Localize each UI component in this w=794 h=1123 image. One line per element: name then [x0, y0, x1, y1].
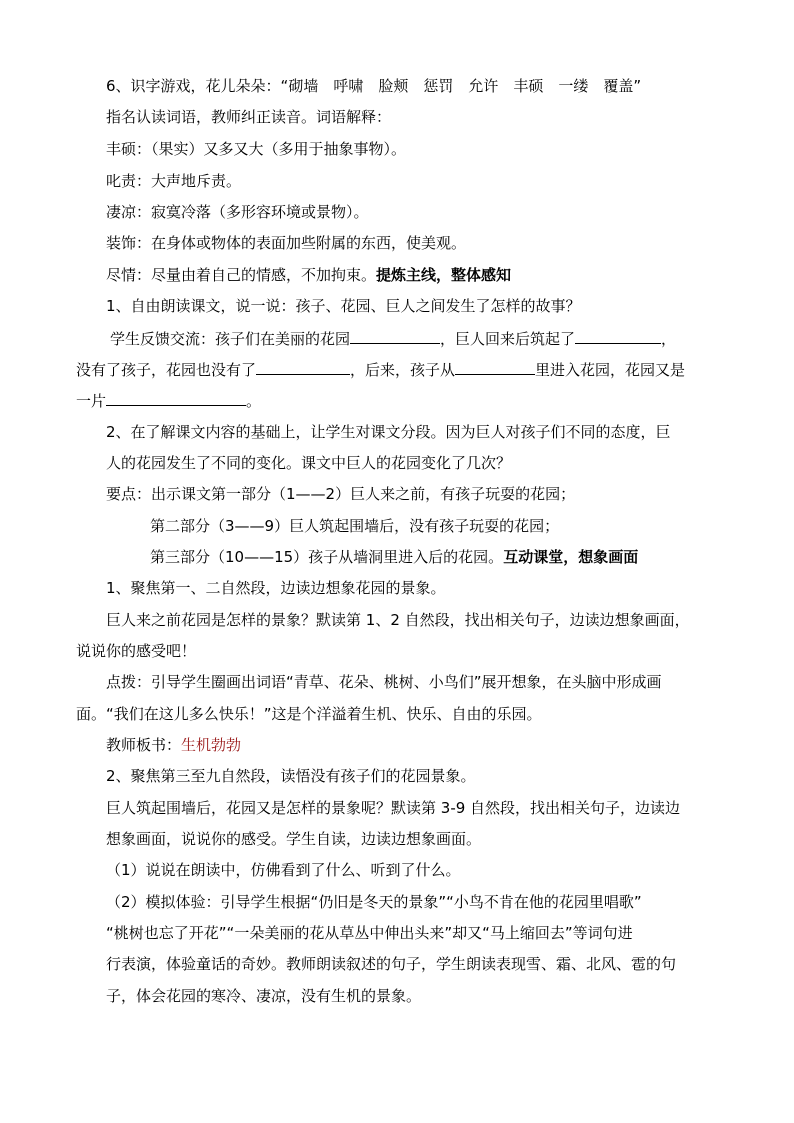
focus-paragraphs-1-2: [106, 578, 446, 598]
definition-fengshuo: [106, 139, 406, 159]
focus-paragraphs-3-9: [106, 766, 476, 786]
teacher-board-note: [106, 735, 241, 755]
question-text: 想象画面，说说你的感受。学生自读，边读边想象画面。: [106, 830, 482, 848]
hint-text: 面。“我们在这儿多么快乐！”这是个洋溢着生机、快乐、自由的乐园。: [76, 705, 542, 723]
item-6-word-game: [106, 76, 641, 96]
definition-text: 尽情：尽量由着自己的情感，不加拘束。: [106, 266, 377, 284]
definition-text: 叱责：大声地斥责。: [106, 172, 242, 190]
activity-2-cont-1: [106, 923, 633, 943]
task-2-segment-cont: [106, 453, 511, 473]
key-point-part-2: [150, 516, 559, 536]
task-1-free-reading: [106, 296, 581, 316]
hint-text: 点拨：引导学生圈画出词语“青草、花朵、桃树、小鸟们”展开想象，在头脑中形成画: [106, 673, 662, 691]
task-text: 2、在了解课文内容的基础上，让学生对课文分段。因为巨人对孩子们不同的态度，巨: [106, 423, 671, 441]
section-heading-main-line: 提炼主线，整体感知: [376, 266, 512, 284]
hint-circle-words-cont: [76, 704, 542, 724]
fill-blank-field[interactable]: [350, 328, 440, 344]
fill-blank-field[interactable]: [575, 328, 661, 344]
board-content: 生机勃勃: [181, 736, 242, 754]
task-text: 2、聚焦第三至九自然段，读悟没有孩子们的花园景象。: [106, 767, 476, 785]
fill-blank-text: 一片: [76, 392, 107, 410]
definition-chize: [106, 171, 241, 191]
fill-blank-line-2: [76, 359, 685, 380]
fill-blank-text: ，巨人回来后筑起了: [440, 330, 576, 348]
fill-blank-text: 学生反馈交流：孩子们在美丽的花园: [110, 330, 351, 348]
fill-blank-text: ，: [661, 330, 677, 348]
definition-zhuangshi: [106, 233, 466, 253]
activity-1: [106, 860, 461, 880]
fill-blank-text: 没有了孩子，花园也没有了: [76, 361, 257, 379]
section-heading-interactive: 互动课堂，想象画面: [503, 548, 639, 566]
question-before-giant-cont: [76, 641, 196, 661]
key-point-part-1: [106, 484, 575, 504]
definition-text: 装饰：在身体或物体的表面加些附属的东西，使美观。: [106, 234, 467, 252]
task-text: 1、自由朗读课文，说一说：孩子、花园、巨人之间发生了怎样的故事？: [106, 297, 581, 315]
question-after-wall-cont: [106, 829, 481, 849]
fill-blank-field[interactable]: [455, 359, 535, 375]
activity-2-cont-3: [106, 986, 421, 1006]
task-2-segment: [106, 422, 671, 442]
instruction-read-words: [106, 107, 391, 127]
key-point-text: 要点：出示课文第一部分（1——2）巨人来之前，有孩子玩耍的花园；: [106, 485, 576, 503]
hint-circle-words: [106, 672, 662, 692]
fill-blank-text: 。: [246, 392, 262, 410]
definition-text: 丰硕：（果实）又多又大（多用于抽象事物）。: [106, 140, 407, 158]
task-text: 人的花园发生了不同的变化。课文中巨人的花园变化了几次？: [106, 454, 512, 472]
fill-blank-text: 里进入花园，花园又是: [535, 361, 686, 379]
fill-blank-text: ，后来，孩子从: [350, 361, 456, 379]
key-point-text: 第二部分（3——9）巨人筑起围墙后，没有孩子玩耍的花园；: [150, 517, 560, 535]
activity-text: 子，体会花园的寒冷、凄凉，没有生机的景象。: [106, 987, 422, 1005]
question-text: 巨人筑起围墙后，花园又是怎样的景象呢？默读第 3-9 自然段，找出相关句子，边读边: [106, 799, 681, 817]
fill-blank-line-1: [110, 328, 676, 349]
activity-text: 行表演，体验童话的奇妙。教师朗读叙述的句子，学生朗读表现雪、霜、北风、雹的句: [106, 955, 677, 973]
item-6-text: 6、识字游戏，花儿朵朵：“砌墙 呼啸 脸颊 惩罚 允许 丰硕 一缕 覆盖”: [106, 77, 642, 95]
question-text: 巨人来之前花园是怎样的景象？默读第 1、2 自然段，找出相关句子，边读边想象画面，: [106, 611, 690, 629]
definition-jinqing: [106, 265, 511, 285]
question-after-wall: [106, 798, 680, 818]
definition-qiliang: [106, 202, 369, 222]
fill-blank-field[interactable]: [256, 359, 350, 375]
key-point-text: 第三部分（10——15）孩子从墙洞里进入后的花园。: [150, 548, 504, 566]
activity-2: [106, 892, 642, 912]
fill-blank-line-3: [76, 390, 261, 411]
fill-blank-field[interactable]: [106, 390, 246, 406]
activity-2-cont-2: [106, 954, 676, 974]
activity-text: “桃树也忘了开花”“一朵美丽的花从草丛中伸出头来”却又“马上缩回去”等词句进: [106, 924, 633, 942]
task-text: 1、聚焦第一、二自然段，边读边想象花园的景象。: [106, 579, 446, 597]
activity-text: （2）模拟体验：引导学生根据“仍旧是冬天的景象”“小鸟不肯在他的花园里唱歌”: [106, 893, 642, 911]
definition-text: 凄凉：寂寞冷落（多形容环境或景物）。: [106, 203, 369, 221]
key-point-part-3: [150, 547, 638, 567]
question-text: 说说你的感受吧！: [76, 642, 197, 660]
question-before-giant: [106, 610, 690, 630]
board-label: 教师板书：: [106, 736, 182, 754]
instruction-text: 指名认读词语，教师纠正读音。词语解释：: [106, 108, 392, 126]
activity-text: （1）说说在朗读中，仿佛看到了什么、听到了什么。: [106, 861, 461, 879]
